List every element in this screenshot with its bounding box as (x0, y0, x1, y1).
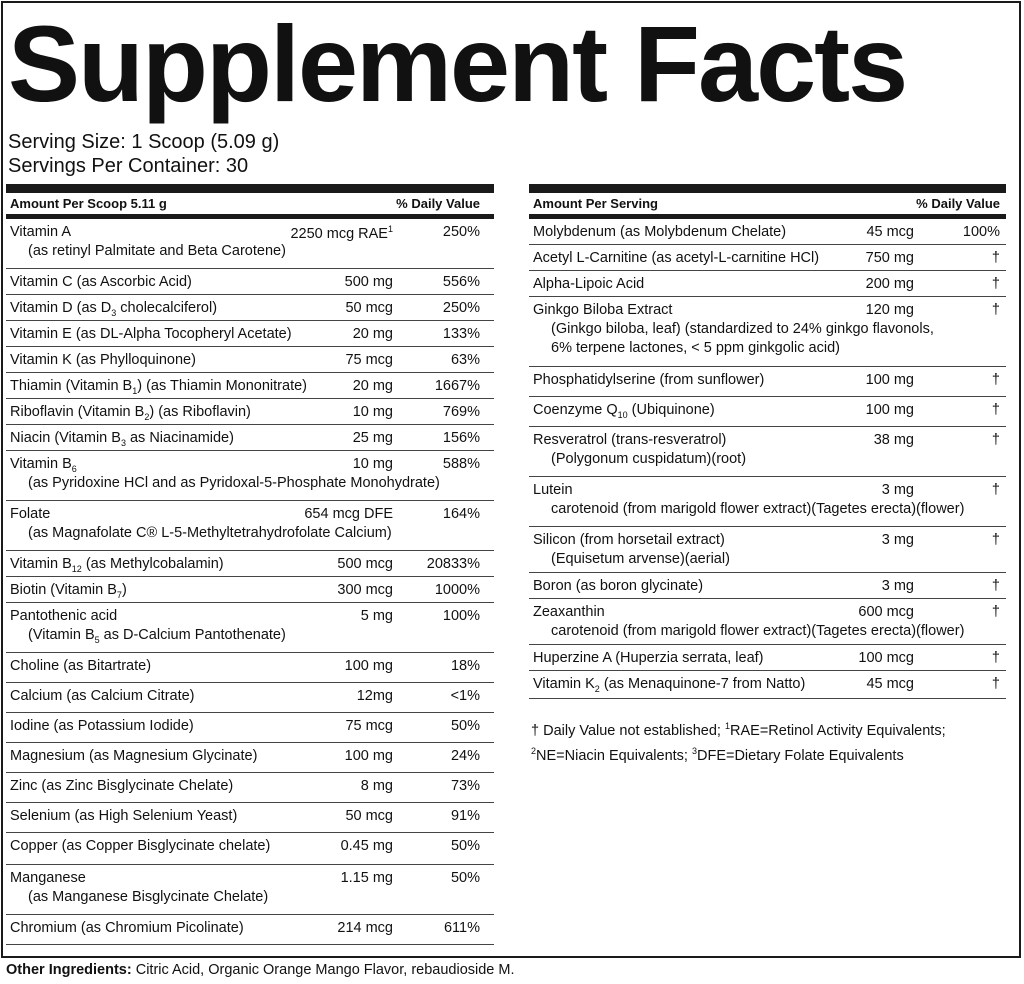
other-ingredients-text: Citric Acid, Organic Orange Mango Flavor, rebaudioside M. (131, 962, 515, 978)
daily-value: 91% (450, 808, 480, 824)
nutrient-name: Huperzine A (Huperzia serrata, leaf) (533, 650, 764, 666)
nutrient-amount: 600 mcg (858, 604, 914, 620)
nutrient-name: Folate (10, 506, 51, 522)
table-row (6, 713, 494, 743)
daily-value: 588% (442, 456, 480, 472)
nutrient-name: Selenium (as High Selenium Yeast) (10, 808, 238, 824)
table-row (6, 833, 494, 865)
daily-value: 20833% (426, 556, 480, 572)
footnote-line-2: $^2$NE=Niacin Equivalents; $^3$DFE=Dietary Folate Equivalents (531, 745, 904, 764)
daily-value: † (991, 676, 1000, 692)
table-row (529, 599, 1006, 645)
nutrient-source: carotenoid (from marigold flower extract)(Tagetes erecta)(flower) (551, 501, 965, 517)
nutrient-amount: 100 mcg (858, 650, 914, 666)
nutrient-amount: 25 mg (352, 430, 393, 446)
daily-value: 50% (450, 718, 480, 734)
nutrient-amount: 0.45 mg (340, 838, 393, 854)
daily-value: <1% (450, 688, 480, 704)
nutrient-name: Ginkgo Biloba Extract (533, 302, 673, 318)
header-amount: Amount Per Scoop 5.11 g (10, 196, 167, 211)
table-row (6, 347, 494, 373)
table-row (6, 321, 494, 347)
table-row (529, 645, 1006, 671)
nutrient-amount: 3 mg (881, 578, 914, 594)
nutrient-amount: 75 mcg (345, 352, 393, 368)
nutrient-amount: 5 mg (360, 608, 393, 624)
daily-value: 133% (442, 326, 480, 342)
nutrient-amount: 500 mg (344, 274, 393, 290)
header-daily-value: % Daily Value (916, 196, 1000, 211)
daily-value: 18% (450, 658, 480, 674)
nutrient-name: Vitamin $B_6$ (10, 456, 77, 474)
nutrient-source: carotenoid (from marigold flower extract)(Tagetes erecta)(flower) (551, 623, 965, 639)
nutrient-amount: 3 mg (881, 482, 914, 498)
daily-value: † (991, 402, 1000, 418)
serving-info (8, 130, 279, 178)
nutrient-name: Boron (as boron glycinate) (533, 578, 704, 594)
daily-value: † (991, 250, 1000, 266)
daily-value: 769% (442, 404, 480, 420)
nutrient-name: Pantothenic acid (10, 608, 118, 624)
table-row (529, 397, 1006, 427)
nutrient-amount: 200 mg (865, 276, 914, 292)
nutrient-name: Zeaxanthin (533, 604, 605, 620)
daily-value: † (991, 302, 1000, 318)
table-row (529, 527, 1006, 573)
nutrient-name: Resveratrol (trans-resveratrol) (533, 432, 727, 448)
nutrient-amount: 8 mg (360, 778, 393, 794)
daily-value: † (991, 482, 1000, 498)
nutrient-amount: 100 mg (865, 402, 914, 418)
nutrient-source: (Ginkgo biloba, leaf) (standardized to 24% ginkgo flavonols, (551, 321, 934, 337)
nutrient-source: (as retinyl Palmitate and Beta Carotene) (28, 243, 286, 259)
nutrient-name: Biotin (Vitamin $B_7$) (10, 582, 127, 600)
nutrient-name: Vitamin E (as DL-Alpha Tocopheryl Acetate) (10, 326, 292, 342)
table-row (6, 501, 494, 551)
nutrient-name: Manganese (10, 870, 86, 886)
nutrient-name: Coenzyme $Q_{10}$ (Ubiquinone) (533, 402, 715, 420)
serving-size: Serving Size: 1 Scoop (5.09 g) (8, 131, 280, 153)
daily-value: † (991, 432, 1000, 448)
table-row (6, 773, 494, 803)
header-daily-value: % Daily Value (396, 196, 480, 211)
daily-value: 100% (442, 608, 480, 624)
table-row (6, 295, 494, 321)
table-header (529, 193, 1006, 219)
table-row (6, 399, 494, 425)
table-row (529, 297, 1006, 367)
nutrient-amount: 214 mcg (337, 920, 393, 936)
table-row (6, 653, 494, 683)
daily-value: 24% (450, 748, 480, 764)
nutrient-name: Vitamin C (as Ascorbic Acid) (10, 274, 192, 290)
header-amount: Amount Per Serving (533, 196, 658, 211)
nutrient-name: Acetyl L-Carnitine (as acetyl-L-carnitine HCl) (533, 250, 820, 266)
table-row (6, 219, 494, 269)
table-row (529, 427, 1006, 477)
table-row (529, 477, 1006, 527)
table-row (6, 451, 494, 501)
nutrient-amount: 50 mcg (345, 300, 393, 316)
table-row (6, 551, 494, 577)
page-title: Supplement Facts (8, 3, 907, 124)
nutrient-name: Silicon (from horsetail extract) (533, 532, 725, 548)
daily-value: 50% (450, 838, 480, 854)
nutrient-amount: 75 mcg (345, 718, 393, 734)
table-row (6, 683, 494, 713)
nutrient-name: Niacin (Vitamin $B_3$ as Niacinamide) (10, 430, 234, 448)
table-top-bar (529, 184, 1006, 193)
left-facts-table (6, 184, 494, 945)
table-row (6, 425, 494, 451)
nutrient-amount: 300 mcg (337, 582, 393, 598)
nutrient-name: Magnesium (as Magnesium Glycinate) (10, 748, 258, 764)
table-top-bar (6, 184, 494, 193)
nutrient-source: (as Magnafolate C® L-5-Methyltetrahydrofolate Calcium) (28, 525, 392, 541)
nutrient-name: Chromium (as Chromium Picolinate) (10, 920, 244, 936)
nutrient-amount: 3 mg (881, 532, 914, 548)
table-row (529, 271, 1006, 297)
table-row (6, 915, 494, 945)
nutrient-amount: 100 mg (865, 372, 914, 388)
nutrient-amount: 10 mg (352, 456, 393, 472)
other-ingredients (6, 962, 515, 978)
nutrient-name: Vitamin A (10, 224, 71, 240)
daily-value: 556% (442, 274, 480, 290)
nutrient-amount: 50 mcg (345, 808, 393, 824)
table-header (6, 193, 494, 219)
daily-value: 156% (442, 430, 480, 446)
nutrient-name: Vitamin K (as Phylloquinone) (10, 352, 196, 368)
daily-value: † (991, 372, 1000, 388)
nutrient-name: Vitamin D (as $D_3$ cholecalciferol) (10, 300, 218, 318)
nutrient-amount: 20 mg (352, 378, 393, 394)
nutrient-name: Alpha-Lipoic Acid (533, 276, 645, 292)
nutrient-source: 6% terpene lactones, < 5 ppm ginkgolic acid) (551, 340, 840, 356)
daily-value: 1000% (434, 582, 480, 598)
nutrient-amount: 10 mg (352, 404, 393, 420)
nutrient-amount: 100 mg (344, 658, 393, 674)
table-row (6, 373, 494, 399)
nutrient-amount: 654 mcg DFE (304, 506, 393, 522)
table-row (529, 219, 1006, 245)
nutrient-name: Phosphatidylserine (from sunflower) (533, 372, 765, 388)
nutrient-amount: 12mg (356, 688, 393, 704)
nutrient-name: Copper (as Copper Bisglycinate chelate) (10, 838, 271, 854)
nutrient-amount: 38 mg (873, 432, 914, 448)
nutrient-amount: 500 mcg (337, 556, 393, 572)
nutrient-name: Choline (as Bitartrate) (10, 658, 152, 674)
table-row (6, 865, 494, 915)
daily-value: 50% (450, 870, 480, 886)
daily-value: † (991, 578, 1000, 594)
nutrient-source: (Polygonum cuspidatum)(root) (551, 451, 747, 467)
footnote-line-1: † Daily Value not established; $^1$RAE=Retinol Activity Equivalents; (531, 721, 946, 739)
nutrient-name: Molybdenum (as Molybdenum Chelate) (533, 224, 787, 240)
nutrient-amount: 45 mcg (866, 676, 914, 692)
nutrient-name: Vitamin $B_{12}$ (as Methylcobalamin) (10, 556, 224, 574)
daily-value: † (991, 650, 1000, 666)
daily-value: † (991, 532, 1000, 548)
nutrient-amount: 1.15 mg (340, 870, 393, 886)
daily-value: 73% (450, 778, 480, 794)
servings-per-container: Servings Per Container: 30 (8, 155, 249, 177)
table-row (529, 367, 1006, 397)
nutrient-name: Lutein (533, 482, 573, 498)
daily-value: 611% (443, 920, 480, 936)
footnotes (531, 716, 946, 766)
nutrient-amount: 2250 mcg RAE$^1$ (290, 224, 393, 242)
nutrient-source: (as Manganese Bisglycinate Chelate) (28, 889, 269, 905)
nutrient-amount: 100 mg (344, 748, 393, 764)
nutrient-name: Iodine (as Potassium Iodide) (10, 718, 194, 734)
nutrient-name: Zinc (as Zinc Bisglycinate Chelate) (10, 778, 234, 794)
nutrient-name: Vitamin $K_2$ (as Menaquinone-7 from Natto) (533, 676, 806, 694)
daily-value: 164% (442, 506, 480, 522)
daily-value: 63% (450, 352, 480, 368)
table-row (529, 573, 1006, 599)
nutrient-amount: 45 mcg (866, 224, 914, 240)
left-rows (6, 219, 494, 945)
nutrient-source: (Vitamin $B_5$ as D-Calcium Pantothenate) (28, 627, 286, 645)
daily-value: 100% (962, 224, 1000, 240)
nutrient-name: Thiamin (Vitamin $B_1$) (as Thiamin Mononitrate) (10, 378, 308, 396)
other-ingredients-label: Other Ingredients: (6, 962, 132, 978)
daily-value: 1667% (434, 378, 480, 394)
daily-value: 250% (442, 300, 480, 316)
daily-value: 250% (442, 224, 480, 240)
nutrient-source: (as Pyridoxine HCl and as Pyridoxal-5-Phosphate Monohydrate) (28, 475, 440, 491)
table-row (6, 603, 494, 653)
right-rows (529, 219, 1006, 699)
table-row (6, 743, 494, 773)
nutrient-amount: 20 mg (352, 326, 393, 342)
nutrient-name: Calcium (as Calcium Citrate) (10, 688, 195, 704)
right-facts-table (529, 184, 1006, 699)
table-row (529, 671, 1006, 699)
nutrient-amount: 120 mg (865, 302, 914, 318)
table-row (6, 269, 494, 295)
table-row (6, 577, 494, 603)
daily-value: † (991, 604, 1000, 620)
nutrient-source: (Equisetum arvense)(aerial) (551, 551, 730, 567)
nutrient-name: Riboflavin (Vitamin $B_2$) (as Riboflavin) (10, 404, 251, 422)
table-row (529, 245, 1006, 271)
daily-value: † (991, 276, 1000, 292)
nutrient-amount: 750 mg (865, 250, 914, 266)
table-row (6, 803, 494, 833)
